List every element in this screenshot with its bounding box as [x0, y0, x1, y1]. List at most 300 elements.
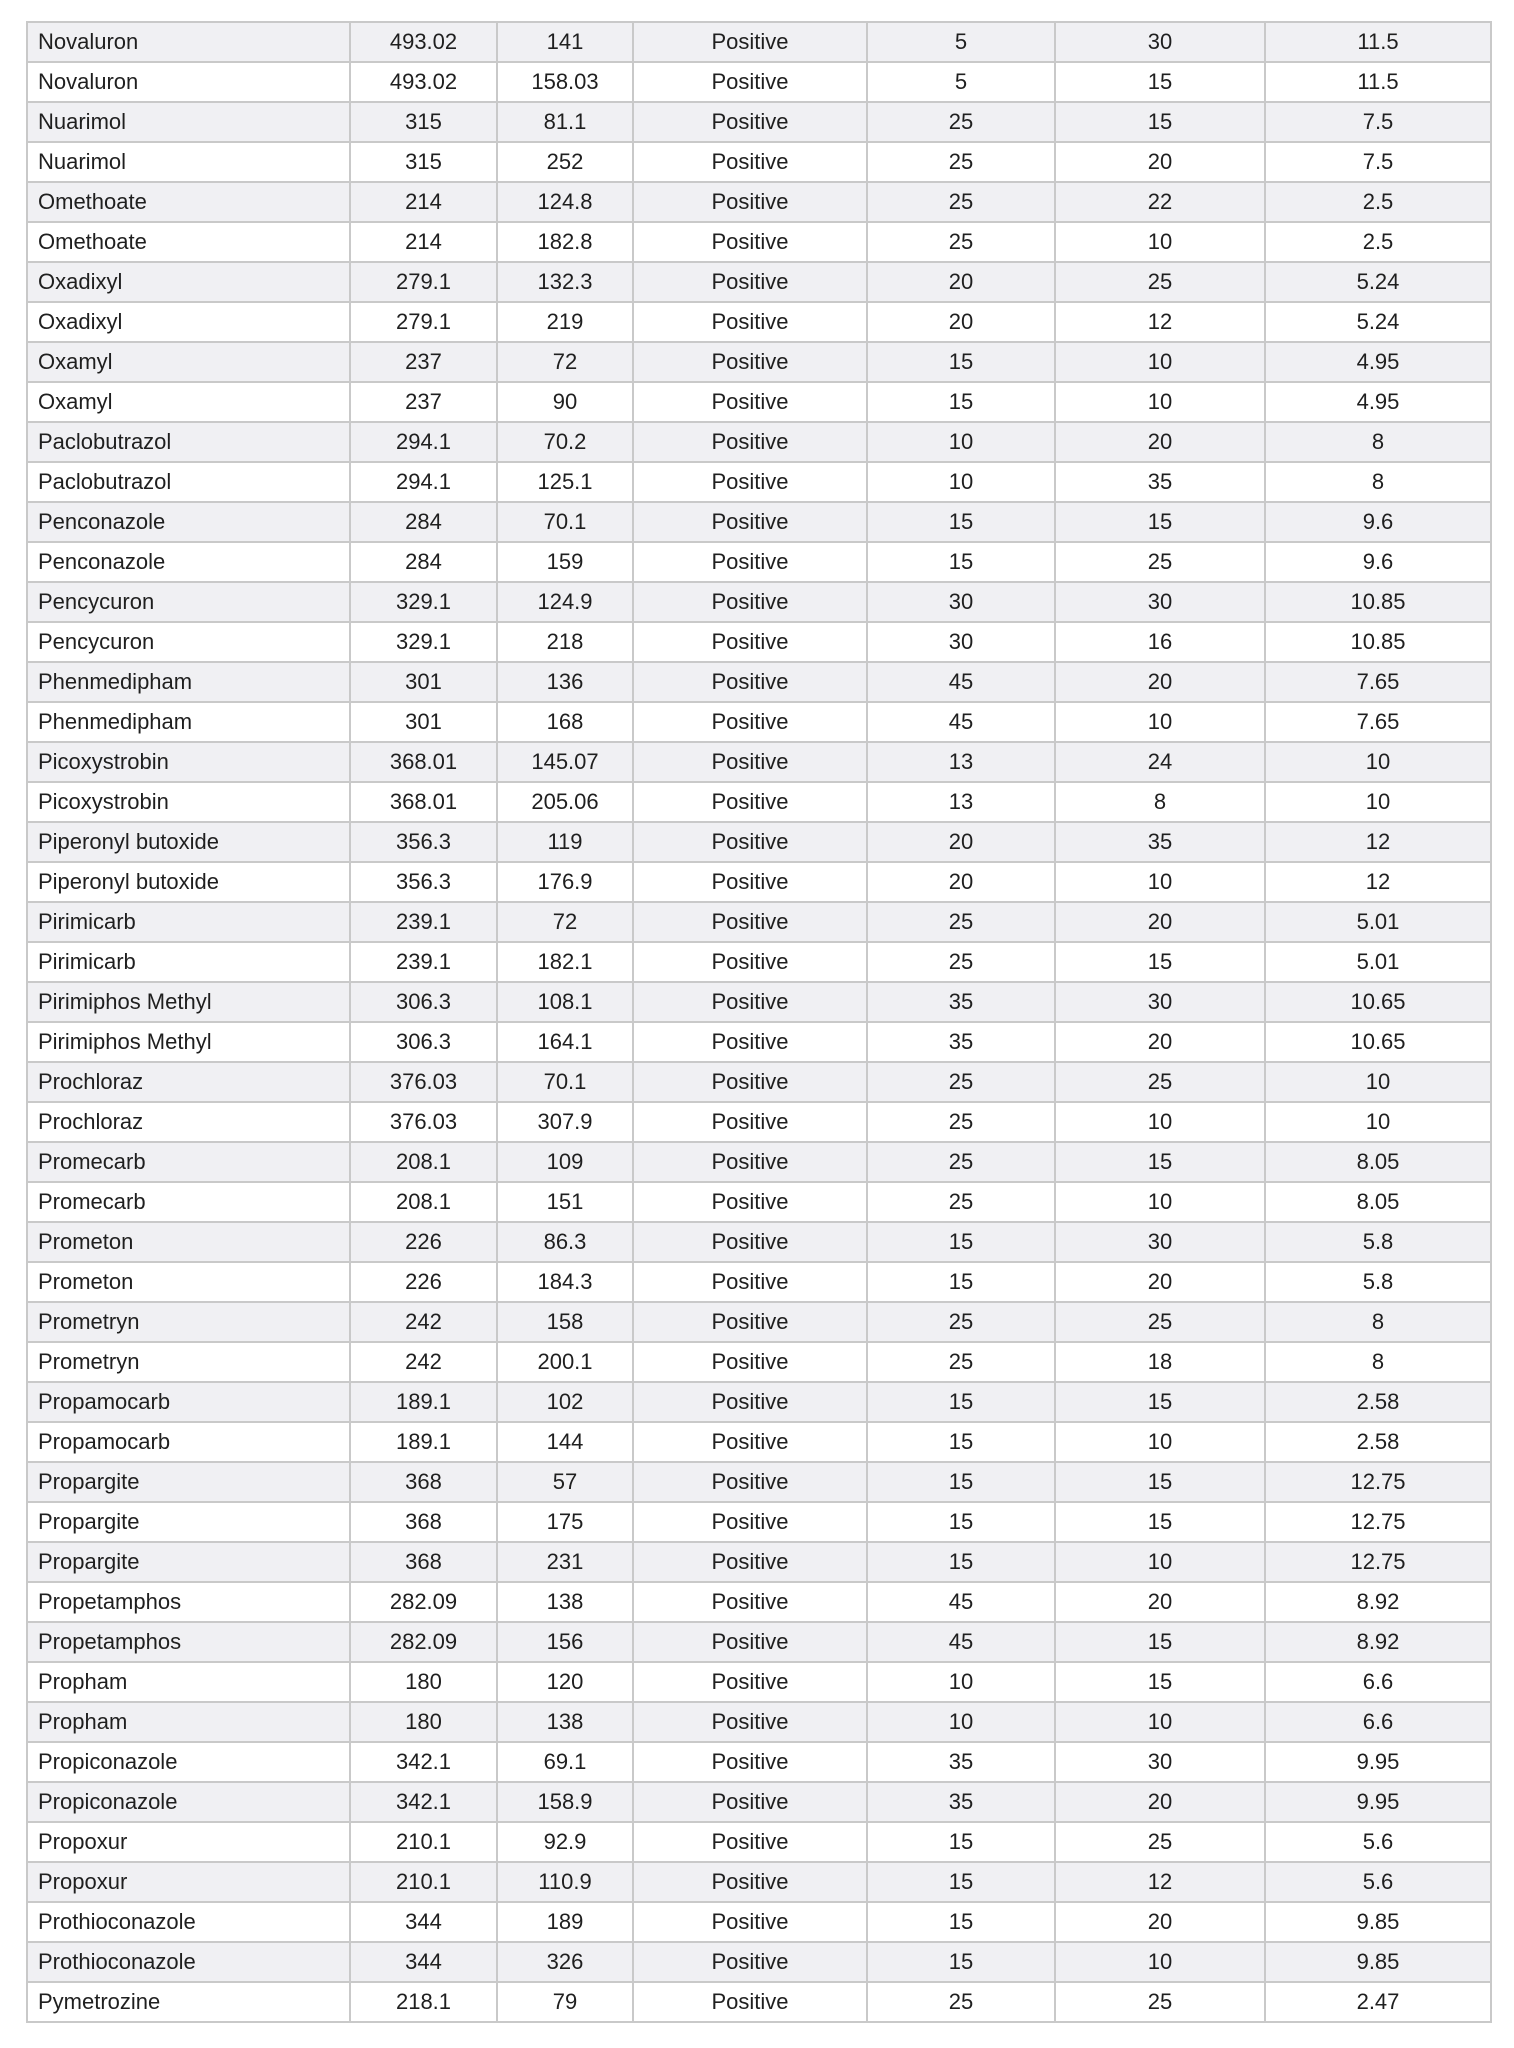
- fragmentor-cell: 30: [867, 582, 1055, 622]
- product-ion-cell: 120: [497, 1662, 633, 1702]
- product-ion-cell: 136: [497, 662, 633, 702]
- retention-time-cell: 8.05: [1265, 1142, 1491, 1182]
- retention-time-cell: 10: [1265, 1102, 1491, 1142]
- retention-time-cell: 10: [1265, 742, 1491, 782]
- fragmentor-cell: 10: [867, 1662, 1055, 1702]
- table-row: [27, 1462, 1491, 1502]
- table-row: [27, 582, 1491, 622]
- product-ion-cell: 141: [497, 22, 633, 62]
- product-ion-cell: 81.1: [497, 102, 633, 142]
- product-ion-cell: 252: [497, 142, 633, 182]
- table-row: [27, 1062, 1491, 1102]
- compound-name-cell: Propargite: [27, 1542, 350, 1582]
- compound-name-cell: Propiconazole: [27, 1782, 350, 1822]
- collision-energy-cell: 20: [1055, 142, 1265, 182]
- product-ion-cell: 200.1: [497, 1342, 633, 1382]
- table-row: [27, 1262, 1491, 1302]
- ion-mode-cell: Positive: [633, 1942, 867, 1982]
- compound-name-cell: Propargite: [27, 1502, 350, 1542]
- collision-energy-cell: 10: [1055, 342, 1265, 382]
- ion-mode-cell: Positive: [633, 1062, 867, 1102]
- retention-time-cell: 12: [1265, 862, 1491, 902]
- product-ion-cell: 90: [497, 382, 633, 422]
- fragmentor-cell: 15: [867, 1502, 1055, 1542]
- precursor-ion-cell: 301: [350, 702, 497, 742]
- retention-time-cell: 12.75: [1265, 1502, 1491, 1542]
- precursor-ion-cell: 306.3: [350, 982, 497, 1022]
- compound-name-cell: Propoxur: [27, 1822, 350, 1862]
- compound-name-cell: Penconazole: [27, 542, 350, 582]
- collision-energy-cell: 20: [1055, 1582, 1265, 1622]
- fragmentor-cell: 15: [867, 542, 1055, 582]
- product-ion-cell: 72: [497, 342, 633, 382]
- precursor-ion-cell: 344: [350, 1942, 497, 1982]
- compound-name-cell: Prometryn: [27, 1302, 350, 1342]
- table-row: [27, 662, 1491, 702]
- fragmentor-cell: 10: [867, 462, 1055, 502]
- precursor-ion-cell: 368: [350, 1502, 497, 1542]
- compound-name-cell: Pencycuron: [27, 622, 350, 662]
- ion-mode-cell: Positive: [633, 1542, 867, 1582]
- fragmentor-cell: 20: [867, 302, 1055, 342]
- ion-mode-cell: Positive: [633, 1382, 867, 1422]
- table-row: [27, 1982, 1491, 2022]
- fragmentor-cell: 20: [867, 862, 1055, 902]
- product-ion-cell: 124.9: [497, 582, 633, 622]
- retention-time-cell: 9.95: [1265, 1742, 1491, 1782]
- table-row: [27, 1542, 1491, 1582]
- product-ion-cell: 110.9: [497, 1862, 633, 1902]
- ion-mode-cell: Positive: [633, 662, 867, 702]
- collision-energy-cell: 16: [1055, 622, 1265, 662]
- retention-time-cell: 5.24: [1265, 262, 1491, 302]
- compound-name-cell: Novaluron: [27, 62, 350, 102]
- table-row: [27, 302, 1491, 342]
- collision-energy-cell: 25: [1055, 1302, 1265, 1342]
- table-row: [27, 342, 1491, 382]
- collision-energy-cell: 10: [1055, 1702, 1265, 1742]
- fragmentor-cell: 25: [867, 1102, 1055, 1142]
- fragmentor-cell: 15: [867, 1382, 1055, 1422]
- data-table-container: [26, 21, 1490, 2023]
- precursor-ion-cell: 242: [350, 1302, 497, 1342]
- collision-energy-cell: 15: [1055, 1462, 1265, 1502]
- retention-time-cell: 6.6: [1265, 1702, 1491, 1742]
- product-ion-cell: 182.8: [497, 222, 633, 262]
- table-row: [27, 1702, 1491, 1742]
- ion-mode-cell: Positive: [633, 342, 867, 382]
- product-ion-cell: 182.1: [497, 942, 633, 982]
- product-ion-cell: 145.07: [497, 742, 633, 782]
- product-ion-cell: 189: [497, 1902, 633, 1942]
- retention-time-cell: 10: [1265, 782, 1491, 822]
- collision-energy-cell: 8: [1055, 782, 1265, 822]
- product-ion-cell: 119: [497, 822, 633, 862]
- ion-mode-cell: Positive: [633, 462, 867, 502]
- precursor-ion-cell: 226: [350, 1222, 497, 1262]
- retention-time-cell: 7.65: [1265, 662, 1491, 702]
- retention-time-cell: 2.5: [1265, 182, 1491, 222]
- ion-mode-cell: Positive: [633, 542, 867, 582]
- table-row: [27, 1302, 1491, 1342]
- fragmentor-cell: 15: [867, 1942, 1055, 1982]
- precursor-ion-cell: 329.1: [350, 622, 497, 662]
- precursor-ion-cell: 344: [350, 1902, 497, 1942]
- compound-name-cell: Omethoate: [27, 222, 350, 262]
- fragmentor-cell: 15: [867, 1902, 1055, 1942]
- table-row: [27, 942, 1491, 982]
- collision-energy-cell: 20: [1055, 1782, 1265, 1822]
- precursor-ion-cell: 210.1: [350, 1822, 497, 1862]
- retention-time-cell: 9.85: [1265, 1942, 1491, 1982]
- product-ion-cell: 231: [497, 1542, 633, 1582]
- product-ion-cell: 109: [497, 1142, 633, 1182]
- collision-energy-cell: 15: [1055, 1662, 1265, 1702]
- table-row: [27, 862, 1491, 902]
- fragmentor-cell: 15: [867, 1222, 1055, 1262]
- table-row: [27, 1622, 1491, 1662]
- retention-time-cell: 9.6: [1265, 542, 1491, 582]
- collision-energy-cell: 10: [1055, 1182, 1265, 1222]
- precursor-ion-cell: 368: [350, 1462, 497, 1502]
- retention-time-cell: 9.6: [1265, 502, 1491, 542]
- precursor-ion-cell: 493.02: [350, 22, 497, 62]
- table-row: [27, 1502, 1491, 1542]
- table-row: [27, 1662, 1491, 1702]
- compound-name-cell: Picoxystrobin: [27, 782, 350, 822]
- fragmentor-cell: 15: [867, 1862, 1055, 1902]
- compound-name-cell: Pirimiphos Methyl: [27, 982, 350, 1022]
- collision-energy-cell: 25: [1055, 542, 1265, 582]
- table-row: [27, 1142, 1491, 1182]
- fragmentor-cell: 15: [867, 1822, 1055, 1862]
- retention-time-cell: 8: [1265, 1302, 1491, 1342]
- compound-name-cell: Oxadixyl: [27, 302, 350, 342]
- fragmentor-cell: 25: [867, 102, 1055, 142]
- ion-mode-cell: Positive: [633, 582, 867, 622]
- ion-mode-cell: Positive: [633, 262, 867, 302]
- retention-time-cell: 10.85: [1265, 622, 1491, 662]
- precursor-ion-cell: 329.1: [350, 582, 497, 622]
- precursor-ion-cell: 214: [350, 182, 497, 222]
- precursor-ion-cell: 279.1: [350, 302, 497, 342]
- retention-time-cell: 2.47: [1265, 1982, 1491, 2022]
- fragmentor-cell: 13: [867, 782, 1055, 822]
- table-row: [27, 1102, 1491, 1142]
- table-row: [27, 622, 1491, 662]
- product-ion-cell: 102: [497, 1382, 633, 1422]
- product-ion-cell: 158.9: [497, 1782, 633, 1822]
- collision-energy-cell: 15: [1055, 1382, 1265, 1422]
- ion-mode-cell: Positive: [633, 62, 867, 102]
- collision-energy-cell: 20: [1055, 422, 1265, 462]
- fragmentor-cell: 25: [867, 1142, 1055, 1182]
- product-ion-cell: 158: [497, 1302, 633, 1342]
- fragmentor-cell: 20: [867, 822, 1055, 862]
- ion-mode-cell: Positive: [633, 502, 867, 542]
- compound-name-cell: Prothioconazole: [27, 1942, 350, 1982]
- compound-name-cell: Omethoate: [27, 182, 350, 222]
- product-ion-cell: 138: [497, 1582, 633, 1622]
- product-ion-cell: 92.9: [497, 1822, 633, 1862]
- collision-energy-cell: 20: [1055, 1022, 1265, 1062]
- product-ion-cell: 168: [497, 702, 633, 742]
- product-ion-cell: 205.06: [497, 782, 633, 822]
- fragmentor-cell: 25: [867, 1342, 1055, 1382]
- table-row: [27, 1182, 1491, 1222]
- retention-time-cell: 6.6: [1265, 1662, 1491, 1702]
- product-ion-cell: 159: [497, 542, 633, 582]
- precursor-ion-cell: 368.01: [350, 742, 497, 782]
- ion-mode-cell: Positive: [633, 1742, 867, 1782]
- compound-name-cell: Prometryn: [27, 1342, 350, 1382]
- ion-mode-cell: Positive: [633, 1462, 867, 1502]
- retention-time-cell: 5.8: [1265, 1222, 1491, 1262]
- table-row: [27, 1862, 1491, 1902]
- ion-mode-cell: Positive: [633, 1782, 867, 1822]
- retention-time-cell: 5.6: [1265, 1862, 1491, 1902]
- retention-time-cell: 8.92: [1265, 1622, 1491, 1662]
- compound-name-cell: Oxamyl: [27, 382, 350, 422]
- table-row: [27, 822, 1491, 862]
- fragmentor-cell: 25: [867, 942, 1055, 982]
- collision-energy-cell: 15: [1055, 942, 1265, 982]
- compound-name-cell: Oxamyl: [27, 342, 350, 382]
- product-ion-cell: 176.9: [497, 862, 633, 902]
- product-ion-cell: 57: [497, 1462, 633, 1502]
- collision-energy-cell: 35: [1055, 462, 1265, 502]
- table-row: [27, 262, 1491, 302]
- compound-name-cell: Piperonyl butoxide: [27, 862, 350, 902]
- ion-mode-cell: Positive: [633, 1302, 867, 1342]
- fragmentor-cell: 25: [867, 1982, 1055, 2022]
- product-ion-cell: 218: [497, 622, 633, 662]
- table-row: [27, 1382, 1491, 1422]
- collision-energy-cell: 18: [1055, 1342, 1265, 1382]
- ion-mode-cell: Positive: [633, 302, 867, 342]
- fragmentor-cell: 25: [867, 182, 1055, 222]
- compound-name-cell: Phenmedipham: [27, 702, 350, 742]
- collision-energy-cell: 30: [1055, 22, 1265, 62]
- retention-time-cell: 10: [1265, 1062, 1491, 1102]
- table-row: [27, 462, 1491, 502]
- retention-time-cell: 11.5: [1265, 22, 1491, 62]
- collision-energy-cell: 25: [1055, 1982, 1265, 2022]
- compound-name-cell: Paclobutrazol: [27, 422, 350, 462]
- compound-name-cell: Prochloraz: [27, 1102, 350, 1142]
- product-ion-cell: 158.03: [497, 62, 633, 102]
- ion-mode-cell: Positive: [633, 1662, 867, 1702]
- fragmentor-cell: 15: [867, 382, 1055, 422]
- table-row: [27, 902, 1491, 942]
- precursor-ion-cell: 301: [350, 662, 497, 702]
- product-ion-cell: 307.9: [497, 1102, 633, 1142]
- precursor-ion-cell: 282.09: [350, 1582, 497, 1622]
- fragmentor-cell: 25: [867, 902, 1055, 942]
- compound-name-cell: Novaluron: [27, 22, 350, 62]
- ion-mode-cell: Positive: [633, 1142, 867, 1182]
- table-row: [27, 1822, 1491, 1862]
- precursor-ion-cell: 189.1: [350, 1382, 497, 1422]
- precursor-ion-cell: 279.1: [350, 262, 497, 302]
- fragmentor-cell: 25: [867, 142, 1055, 182]
- ion-mode-cell: Positive: [633, 1222, 867, 1262]
- collision-energy-cell: 24: [1055, 742, 1265, 782]
- table-row: [27, 1342, 1491, 1382]
- table-row: [27, 1582, 1491, 1622]
- collision-energy-cell: 30: [1055, 582, 1265, 622]
- precursor-ion-cell: 315: [350, 142, 497, 182]
- collision-energy-cell: 20: [1055, 902, 1265, 942]
- retention-time-cell: 12.75: [1265, 1462, 1491, 1502]
- ion-mode-cell: Positive: [633, 1022, 867, 1062]
- precursor-ion-cell: 376.03: [350, 1062, 497, 1102]
- precursor-ion-cell: 282.09: [350, 1622, 497, 1662]
- compound-name-cell: Penconazole: [27, 502, 350, 542]
- precursor-ion-cell: 342.1: [350, 1782, 497, 1822]
- table-row: [27, 102, 1491, 142]
- collision-energy-cell: 15: [1055, 1622, 1265, 1662]
- ion-mode-cell: Positive: [633, 1342, 867, 1382]
- table-row: [27, 702, 1491, 742]
- table-row: [27, 1782, 1491, 1822]
- retention-time-cell: 2.5: [1265, 222, 1491, 262]
- fragmentor-cell: 35: [867, 1022, 1055, 1062]
- fragmentor-cell: 45: [867, 702, 1055, 742]
- collision-energy-cell: 15: [1055, 1502, 1265, 1542]
- fragmentor-cell: 35: [867, 982, 1055, 1022]
- collision-energy-cell: 10: [1055, 862, 1265, 902]
- ion-mode-cell: Positive: [633, 142, 867, 182]
- product-ion-cell: 175: [497, 1502, 633, 1542]
- precursor-ion-cell: 208.1: [350, 1142, 497, 1182]
- fragmentor-cell: 25: [867, 1302, 1055, 1342]
- precursor-ion-cell: 294.1: [350, 462, 497, 502]
- retention-time-cell: 11.5: [1265, 62, 1491, 102]
- compound-name-cell: Pencycuron: [27, 582, 350, 622]
- retention-time-cell: 8.92: [1265, 1582, 1491, 1622]
- ion-mode-cell: Positive: [633, 1982, 867, 2022]
- precursor-ion-cell: 239.1: [350, 942, 497, 982]
- precursor-ion-cell: 306.3: [350, 1022, 497, 1062]
- fragmentor-cell: 10: [867, 422, 1055, 462]
- compound-name-cell: Nuarimol: [27, 102, 350, 142]
- table-row: [27, 222, 1491, 262]
- product-ion-cell: 124.8: [497, 182, 633, 222]
- product-ion-cell: 164.1: [497, 1022, 633, 1062]
- collision-energy-cell: 35: [1055, 822, 1265, 862]
- fragmentor-cell: 5: [867, 22, 1055, 62]
- ion-mode-cell: Positive: [633, 1422, 867, 1462]
- compound-name-cell: Pirimicarb: [27, 902, 350, 942]
- collision-energy-cell: 12: [1055, 1862, 1265, 1902]
- ion-mode-cell: Positive: [633, 1822, 867, 1862]
- product-ion-cell: 70.1: [497, 502, 633, 542]
- compound-name-cell: Phenmedipham: [27, 662, 350, 702]
- precursor-ion-cell: 189.1: [350, 1422, 497, 1462]
- collision-energy-cell: 15: [1055, 1142, 1265, 1182]
- precursor-ion-cell: 376.03: [350, 1102, 497, 1142]
- table-row: [27, 382, 1491, 422]
- product-ion-cell: 138: [497, 1702, 633, 1742]
- table-row: [27, 502, 1491, 542]
- compound-name-cell: Prometon: [27, 1222, 350, 1262]
- collision-energy-cell: 10: [1055, 222, 1265, 262]
- retention-time-cell: 5.6: [1265, 1822, 1491, 1862]
- compound-name-cell: Pirimiphos Methyl: [27, 1022, 350, 1062]
- fragmentor-cell: 15: [867, 1542, 1055, 1582]
- ion-mode-cell: Positive: [633, 1582, 867, 1622]
- compound-name-cell: Prothioconazole: [27, 1902, 350, 1942]
- collision-energy-cell: 25: [1055, 1822, 1265, 1862]
- collision-energy-cell: 10: [1055, 1422, 1265, 1462]
- product-ion-cell: 144: [497, 1422, 633, 1462]
- fragmentor-cell: 15: [867, 1422, 1055, 1462]
- fragmentor-cell: 25: [867, 1062, 1055, 1102]
- table-row: [27, 1942, 1491, 1982]
- retention-time-cell: 2.58: [1265, 1422, 1491, 1462]
- compound-name-cell: Pymetrozine: [27, 1982, 350, 2022]
- precursor-ion-cell: 356.3: [350, 862, 497, 902]
- table-body: [27, 22, 1491, 2022]
- ion-mode-cell: Positive: [633, 782, 867, 822]
- retention-time-cell: 7.65: [1265, 702, 1491, 742]
- fragmentor-cell: 20: [867, 262, 1055, 302]
- retention-time-cell: 8.05: [1265, 1182, 1491, 1222]
- retention-time-cell: 12.75: [1265, 1542, 1491, 1582]
- table-row: [27, 422, 1491, 462]
- retention-time-cell: 4.95: [1265, 382, 1491, 422]
- table-row: [27, 1022, 1491, 1062]
- precursor-ion-cell: 284: [350, 502, 497, 542]
- ion-mode-cell: Positive: [633, 1182, 867, 1222]
- table-row: [27, 542, 1491, 582]
- precursor-ion-cell: 210.1: [350, 1862, 497, 1902]
- precursor-ion-cell: 214: [350, 222, 497, 262]
- fragmentor-cell: 35: [867, 1782, 1055, 1822]
- ion-mode-cell: Positive: [633, 622, 867, 662]
- collision-energy-cell: 30: [1055, 1222, 1265, 1262]
- precursor-ion-cell: 226: [350, 1262, 497, 1302]
- product-ion-cell: 86.3: [497, 1222, 633, 1262]
- fragmentor-cell: 25: [867, 1182, 1055, 1222]
- product-ion-cell: 132.3: [497, 262, 633, 302]
- ion-mode-cell: Positive: [633, 1862, 867, 1902]
- ion-mode-cell: Positive: [633, 742, 867, 782]
- retention-time-cell: 10.65: [1265, 1022, 1491, 1062]
- precursor-ion-cell: 493.02: [350, 62, 497, 102]
- collision-energy-cell: 15: [1055, 102, 1265, 142]
- compound-name-cell: Oxadixyl: [27, 262, 350, 302]
- ion-mode-cell: Positive: [633, 822, 867, 862]
- precursor-ion-cell: 242: [350, 1342, 497, 1382]
- product-ion-cell: 219: [497, 302, 633, 342]
- retention-time-cell: 9.95: [1265, 1782, 1491, 1822]
- ion-mode-cell: Positive: [633, 1622, 867, 1662]
- collision-energy-cell: 10: [1055, 1102, 1265, 1142]
- retention-time-cell: 4.95: [1265, 342, 1491, 382]
- ion-mode-cell: Positive: [633, 702, 867, 742]
- compound-name-cell: Propargite: [27, 1462, 350, 1502]
- precursor-ion-cell: 237: [350, 342, 497, 382]
- retention-time-cell: 12: [1265, 822, 1491, 862]
- retention-time-cell: 5.24: [1265, 302, 1491, 342]
- retention-time-cell: 10.85: [1265, 582, 1491, 622]
- retention-time-cell: 8: [1265, 462, 1491, 502]
- compound-name-cell: Propamocarb: [27, 1422, 350, 1462]
- table-row: [27, 1902, 1491, 1942]
- retention-time-cell: 5.01: [1265, 942, 1491, 982]
